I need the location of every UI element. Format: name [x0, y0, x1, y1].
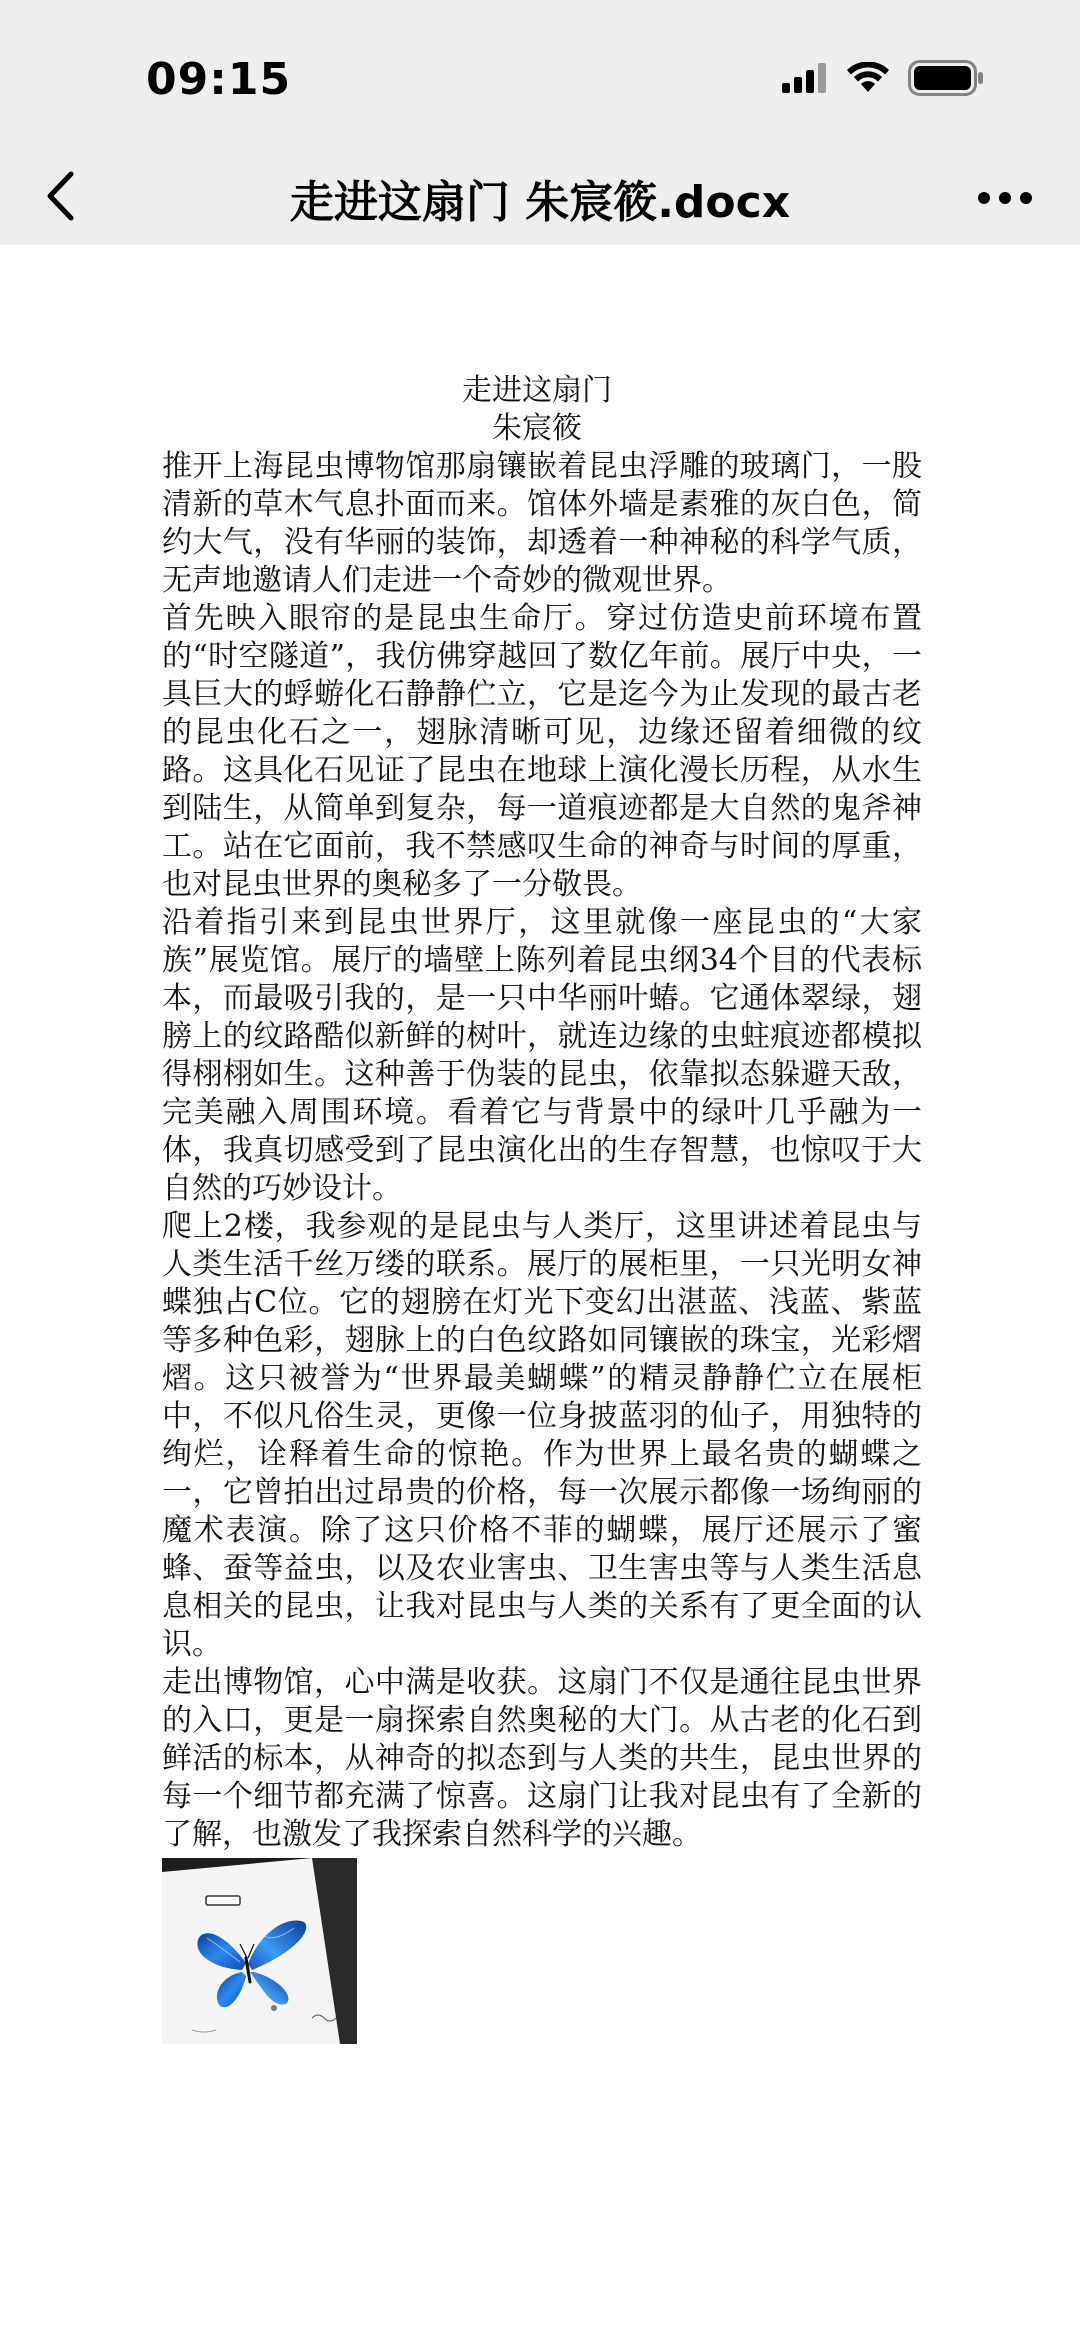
- document-content: [162, 372, 922, 2044]
- paragraph-3: 沿着指引来到昆虫世界厅，这里就像一座昆虫的“大家族”展览馆。展厅的墙壁上陈列着昆虫纲34个目的代表标本，而最吸引我的，是一只中华丽叶蝽。它通体翠绿，翅膀上的纹路酷似新鲜的树叶，就连边缘的虫蛀痕迹都模拟得栩栩如生。这种善于伪装的昆虫，依靠拟态躲避天敌，完美融入周围环境。看着它与背景中的绿叶几乎融为一体，我真切感受到了昆虫演化出的生存智慧，也惊叹于大自然的巧妙设计。: [162, 905, 922, 1206]
- navigation-bar: [0, 150, 1080, 245]
- status-time: 09:15: [146, 54, 292, 105]
- document-author: 朱宸筱: [492, 411, 582, 446]
- status-icons: [782, 60, 984, 100]
- document-title: 走进这扇门: [462, 373, 612, 408]
- document-filename-title: 走进这扇门 朱宸筱.docx: [289, 177, 791, 228]
- paragraph-4: 爬上2楼，我参观的是昆虫与人类厅，这里讲述着昆虫与人类生活千丝万缕的联系。展厅的展柜里，一只光明女神蝶独占C位。它的翅膀在灯光下变幻出湛蓝、浅蓝、紫蓝等多种色彩，翅脉上的白色纹路如同镶嵌的珠宝，光彩熠熠。这只被誉为“世界最美蝴蝶”的精灵静静伫立在展柜中，不似凡俗生灵，更像一位身披蓝羽的仙子，用独特的绚烂，诠释着生命的惊艳。作为世界上最名贵的蝴蝶之一，它曾拍出过昂贵的价格，每一次展示都像一场绚丽的魔术表演。除了这只价格不菲的蝴蝶，展厅还展示了蜜蜂、蚕等益虫，以及农业害虫、卫生害虫等与人类生活息息相关的昆虫，让我对昆虫与人类的关系有了更全面的认识。: [162, 1209, 922, 1662]
- status-bar: [0, 0, 1080, 150]
- ellipsis-icon: [977, 191, 1033, 205]
- butterfly-specimen-photo[interactable]: [162, 1858, 357, 2044]
- paragraph-1: 推开上海昆虫博物馆那扇镶嵌着昆虫浮雕的玻璃门，一股清新的草木气息扑面而来。馆体外墙是素雅的灰白色，简约大气，没有华丽的装饰，却透着一种神秘的科学气质，无声地邀请人们走进一个奇妙的微观世界。: [162, 449, 922, 598]
- paragraph-5: 走出博物馆，心中满是收获。这扇门不仅是通往昆虫世界的入口，更是一扇探索自然奥秘的大门。从古老的化石到鲜活的标本，从神奇的拟态到与人类的共生，昆虫世界的每一个细节都充满了惊喜。这扇门让我对昆虫有了全新的了解，也激发了我探索自然科学的兴趣。: [162, 1665, 922, 1852]
- battery-icon: [908, 60, 984, 100]
- paragraph-2: 首先映入眼帘的是昆虫生命厅。穿过仿造史前环境布置的“时空隧道”，我仿佛穿越回了数亿年前。展厅中央，一具巨大的蜉蝣化石静静伫立，它是迄今为止发现的最古老的昆虫化石之一，翅脉清晰可见，边缘还留着细微的纹路。这具化石见证了昆虫在地球上演化漫长历程，从水生到陆生，从简单到复杂，每一道痕迹都是大自然的鬼斧神工。站在它面前，我不禁感叹生命的神奇与时间的厚重，也对昆虫世界的奥秘多了一分敬畏。: [162, 601, 922, 902]
- cellular-signal-icon: [782, 63, 828, 97]
- wifi-icon: [846, 62, 890, 98]
- more-options-button[interactable]: [970, 160, 1040, 236]
- chevron-left-icon: [45, 171, 75, 221]
- back-button[interactable]: [30, 158, 90, 234]
